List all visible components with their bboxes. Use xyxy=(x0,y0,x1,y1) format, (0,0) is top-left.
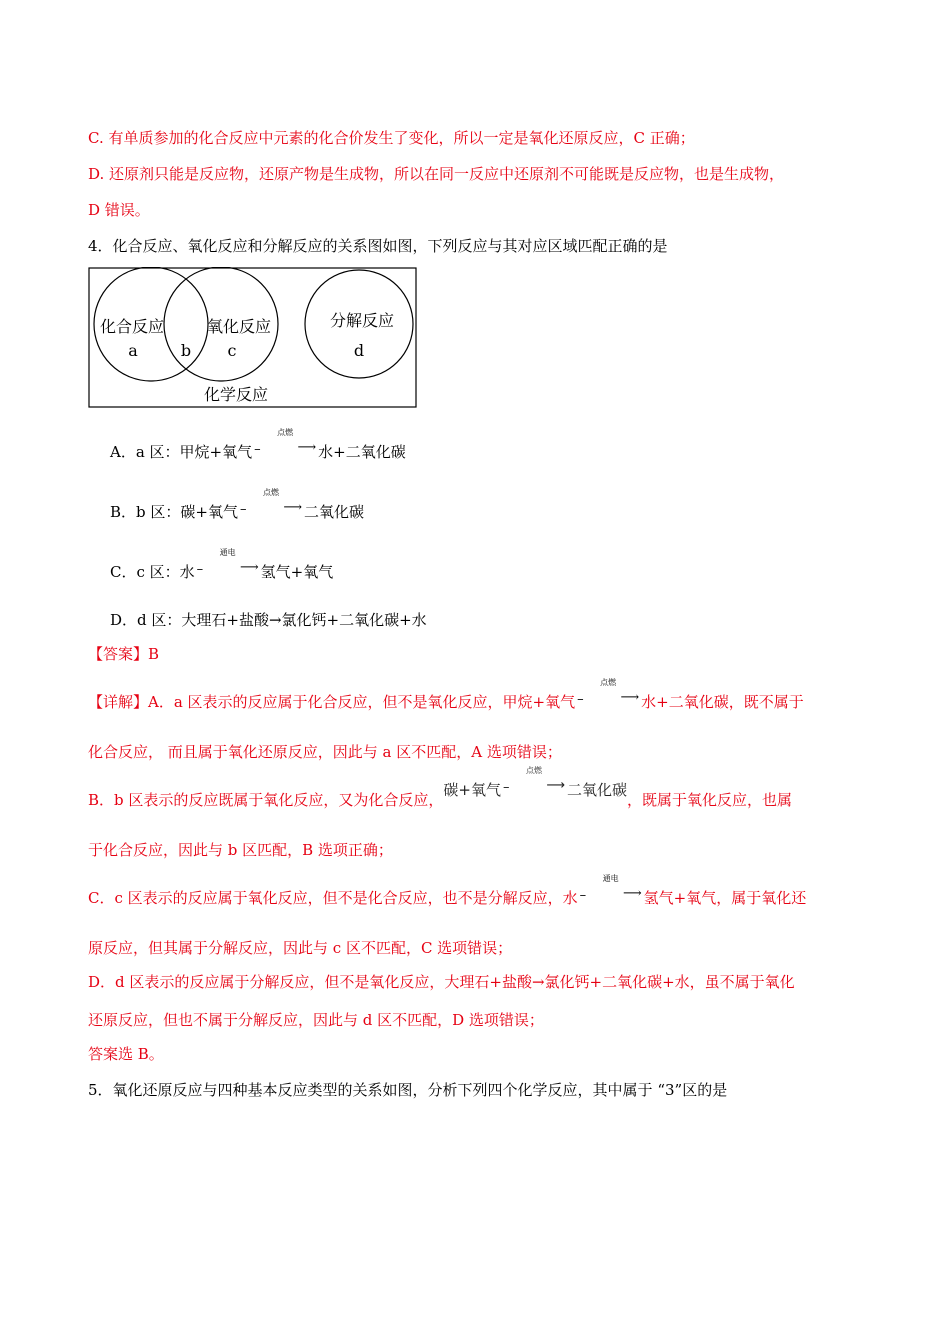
q4-option-a-prefix: A．a 区：甲烷+氧气 xyxy=(110,443,253,461)
q4-answer: 【答案】B xyxy=(88,645,160,663)
q5-stem: 5．氧化还原反应与四种基本反应类型的关系如图，分析下列四个化学反应，其中属于 “3”区的是 xyxy=(88,1081,728,1099)
prev-answer-c: C. 有单质参加的化合反应中元素的化合价发生了变化，所以一定是氧化还原反应，C 正确； xyxy=(88,129,695,147)
q4-option-c-prefix: C．c 区：水 xyxy=(110,563,195,581)
detail-b-line2: 于化合反应，因此与 b 区匹配，B 选项正确； xyxy=(88,841,393,859)
detail-a-post: 水+二氧化碳，既不属于 xyxy=(641,693,804,711)
detail-d-line1: D．d 区表示的反应属于分解反应，但不是氧化反应，大理石+盐酸→氯化钙+二氧化碳+水，虽不属于氧化 xyxy=(88,973,795,991)
equation-left: 碳+氧气 xyxy=(443,781,501,799)
q4-stem: 4．化合反应、氧化反应和分解反应的关系图如图，下列反应与其对应区域匹配正确的是 xyxy=(88,237,668,255)
arrow-condition: 点燃 xyxy=(600,678,617,687)
detail-a-pre: 【详解】A．a 区表示的反应属于化合反应，但不是氧化反应，甲烷+氧气 xyxy=(88,693,576,711)
q4-option-b-suffix: 二氧化碳 xyxy=(303,503,364,521)
detail-c-line2: 原反应，但其属于分解反应，因此与 c 区不匹配，C 选项错误； xyxy=(88,939,513,957)
prev-answer-d-line1: D. 还原剂只能是反应物，还原产物是生成物，所以在同一反应中还原剂不可能既是反应物，也是生成物， xyxy=(88,165,785,183)
detail-c-pre: C．c 区表示的反应属于氧化反应，但不是化合反应，也不是分解反应，水 xyxy=(88,889,578,907)
venn-region-b: b xyxy=(180,341,192,360)
detail-a-line2: 化合反应， 而且属于氧化还原反应，因此与 a 区不匹配，A 选项错误； xyxy=(88,743,562,761)
venn-diagram xyxy=(88,267,418,409)
detail-b-post: ，既属于氧化反应，也属 xyxy=(627,791,793,809)
detail-c-post: 氢气+氧气，属于氧化还 xyxy=(643,889,807,907)
venn-label-chemical-reaction: 化学反应 xyxy=(203,385,269,404)
prev-answer-d-line2: D 错误。 xyxy=(88,201,150,219)
venn-region-d: d xyxy=(353,341,365,360)
reaction-arrow: 点燃 – ⟶ xyxy=(577,678,640,707)
detail-b-line1 xyxy=(88,766,793,810)
reaction-arrow: 点燃 – ⟶ xyxy=(239,488,302,517)
q4-option-d[interactable]: D．d 区：大理石+盐酸→氯化钙+二氧化碳+水 xyxy=(110,611,427,629)
equation-right: 二氧化碳 xyxy=(566,781,627,799)
arrow-condition: 通电 xyxy=(602,874,619,883)
reaction-arrow: 通电 – ⟶ xyxy=(196,548,259,577)
reaction-arrow: 点燃 – ⟶ xyxy=(502,766,565,795)
arrow-condition: 点燃 xyxy=(525,766,542,775)
detail-c-line1 xyxy=(88,874,807,908)
q4-option-b[interactable] xyxy=(110,488,364,522)
venn-label-oxidation: 氧化反应 xyxy=(206,317,272,336)
q4-option-a[interactable] xyxy=(110,428,406,462)
venn-region-a: a xyxy=(128,341,138,360)
arrow-condition: 通电 xyxy=(219,548,236,557)
detail-b-pre: B．b 区表示的反应既属于氧化反应，又为化合反应， xyxy=(88,791,444,809)
arrow-condition: 点燃 xyxy=(262,488,279,497)
detail-d-line2: 还原反应，但也不属于分解反应，因此与 d 区不匹配，D 选项错误； xyxy=(88,1011,544,1029)
detail-conclusion: 答案选 B。 xyxy=(88,1045,164,1063)
equation-image xyxy=(443,766,627,799)
reaction-arrow: 点燃 – ⟶ xyxy=(254,428,317,457)
q4-option-a-suffix: 水+二氧化碳 xyxy=(318,443,406,461)
detail-a-line1 xyxy=(88,678,804,712)
venn-label-decomposition: 分解反应 xyxy=(329,311,395,330)
arrow-condition: 点燃 xyxy=(277,428,294,437)
q4-option-c-suffix: 氢气+氧气 xyxy=(260,563,334,581)
venn-label-combination: 化合反应 xyxy=(99,317,165,336)
q4-option-b-prefix: B．b 区：碳+氧气 xyxy=(110,503,238,521)
venn-region-c: c xyxy=(227,341,237,360)
reaction-arrow: 通电 – ⟶ xyxy=(579,874,642,903)
q4-option-c[interactable] xyxy=(110,548,334,582)
